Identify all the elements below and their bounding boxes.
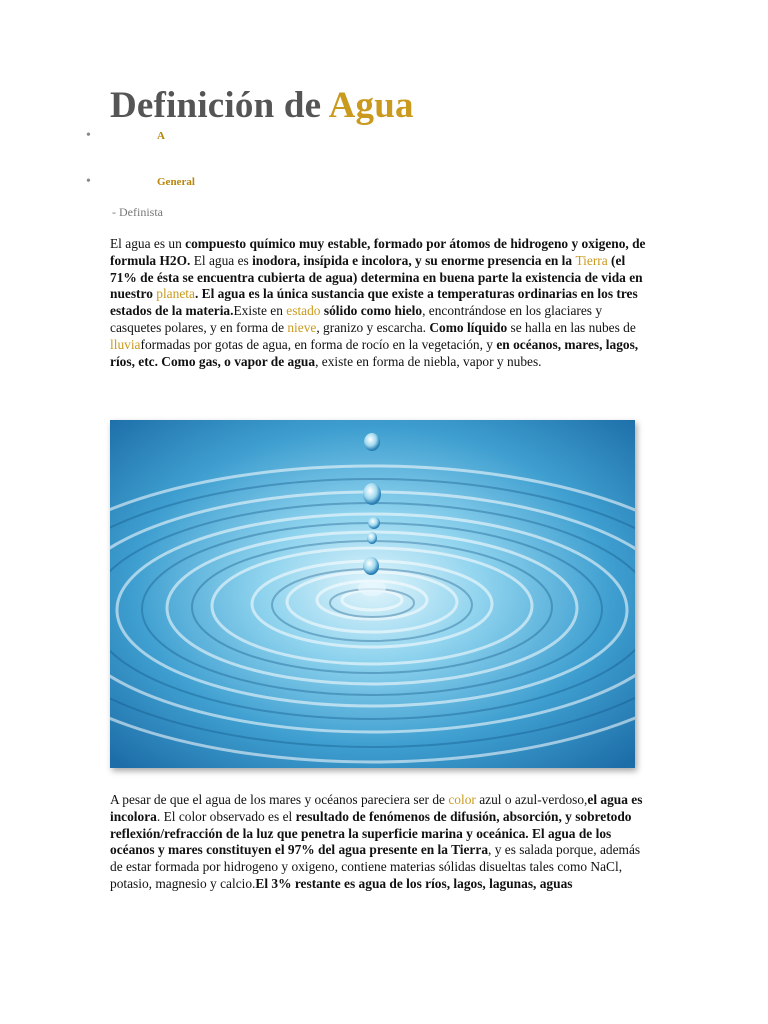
text: A pesar de que el agua de los mares y océanos pareciera ser de xyxy=(110,792,449,807)
link-estado[interactable]: estado xyxy=(286,303,321,319)
text: , encontrándose en los glaciares y casquetes polares, y en forma de xyxy=(110,303,603,335)
link-planeta[interactable]: planeta xyxy=(156,286,195,302)
text: , y es salada porque, además de estar formada por hidrogeno y oxigeno, contiene materias sólidas disueltas tales como NaCl, potasio, magnesio y calcio. xyxy=(110,842,641,891)
text: El agua es xyxy=(190,252,253,268)
link-color[interactable]: color xyxy=(448,792,476,807)
title-prefix: Definición de xyxy=(110,85,329,126)
bold-text: el agua es incolora xyxy=(110,792,643,824)
page-title xyxy=(110,84,414,127)
bold-text: en océanos, mares, lagos, ríos, etc. Como gas, o vapor de agua xyxy=(110,336,639,369)
water-drop-image xyxy=(110,420,635,768)
bold-text: . El agua es la única sustancia que existe a temperaturas ordinarias en los tres estados de la materia. xyxy=(110,286,638,319)
bullet-icon: • xyxy=(86,174,91,189)
text: azul o azul-verdoso, xyxy=(475,792,588,807)
link-lluvia[interactable]: lluvia xyxy=(110,336,141,352)
text: , granizo y escarcha. xyxy=(316,319,430,335)
bold-text: inodora, insípida e incolora, y su enorme presencia en la xyxy=(252,252,576,268)
category-item-general xyxy=(0,174,300,194)
text: Existe en xyxy=(233,303,287,319)
author-byline: - Definista xyxy=(112,205,163,219)
water-ripple-photo xyxy=(110,420,635,768)
bold-text: sólido como hielo xyxy=(320,303,423,319)
paragraph-color xyxy=(110,792,650,893)
category-item-a xyxy=(0,128,300,148)
bold-text: compuesto químico muy estable, formado por átomos de hidrogeno y oxigeno, de formula H2O. xyxy=(110,236,646,268)
text: El agua es un xyxy=(110,236,186,251)
text: , existe en forma de niebla, vapor y nubes. xyxy=(315,353,542,369)
title-accent: Agua xyxy=(328,85,414,126)
bold-text: Como líquido xyxy=(429,319,508,335)
paragraph-intro xyxy=(110,236,650,370)
bold-text: resultado de fenómenos de difusión, absorción, y sobretodo reflexión/refracción de la luz que penetra la superficie marina y oceánica. El agua de los océanos y mares constituyen el 97% del agua presente en la Tierra xyxy=(110,808,632,858)
text: formadas por gotas de agua, en forma de rocío en la vegetación, y xyxy=(140,336,497,352)
link-tierra[interactable]: Tierra xyxy=(575,252,608,268)
bold-text: (el 71% de ésta se encuentra cubierta de agua) determina en buena parte la existencia de vida en nuestro xyxy=(110,252,643,302)
text: se halla en las nubes de xyxy=(507,319,636,335)
text: . El color observado es el xyxy=(156,808,296,824)
category-link-general[interactable]: General xyxy=(157,176,195,188)
link-nieve[interactable]: nieve xyxy=(287,319,317,335)
bullet-icon: • xyxy=(86,128,91,143)
category-link-a[interactable]: A xyxy=(157,130,165,142)
bold-text: El 3% restante es agua de los ríos, lagos, lagunas, aguas xyxy=(255,875,573,891)
